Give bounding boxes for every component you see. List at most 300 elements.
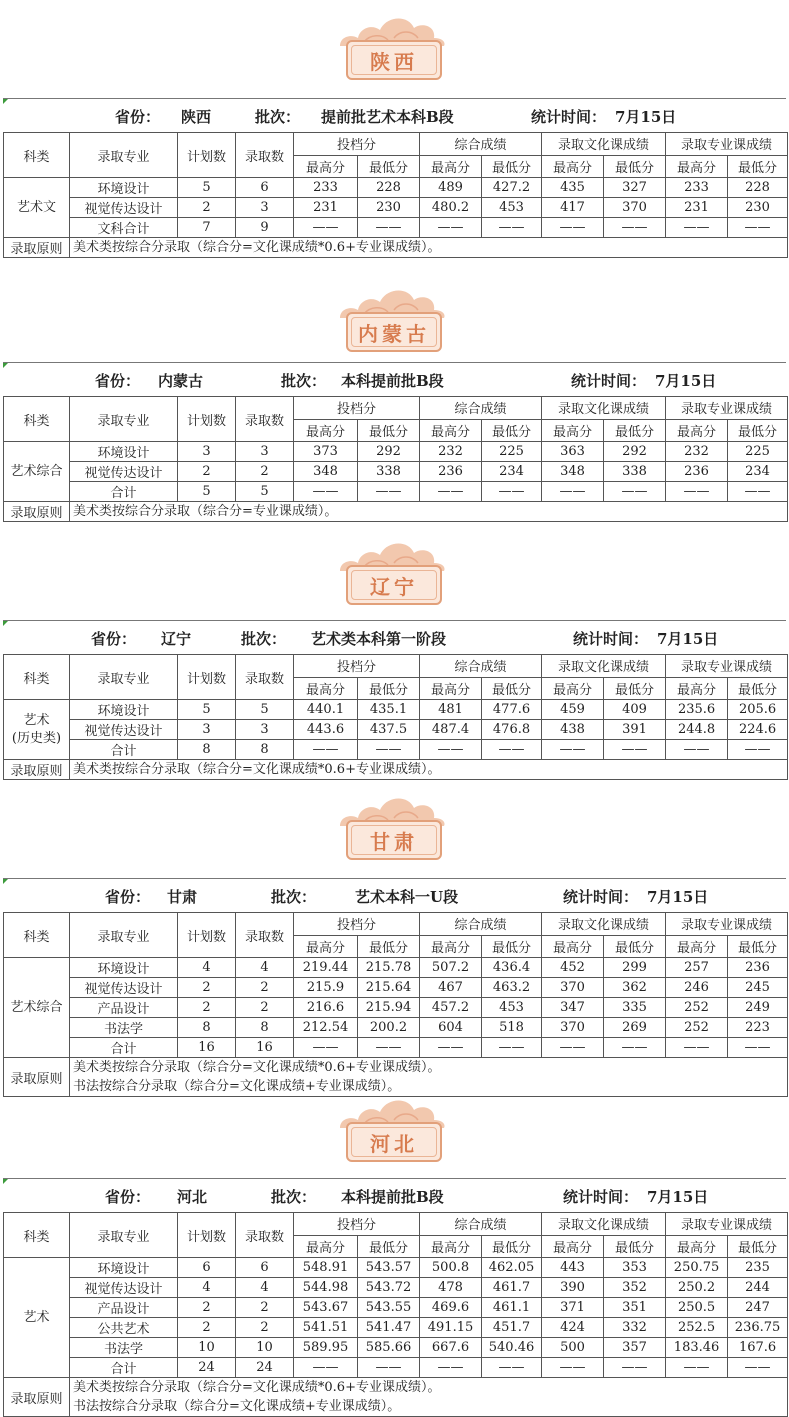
admit-cell: 16 [236,1038,294,1058]
score-cell: 370 [542,978,604,998]
score-cell: 348 [294,462,358,482]
admit-cell: 9 [236,218,294,238]
table-header-row [4,1213,788,1236]
category-cell: 艺术综合 [4,958,70,1058]
category-cell: 艺术综合 [4,442,70,502]
score-cell: 477.6 [482,700,542,720]
score-cell: 219.44 [294,958,358,978]
plan-cell: 5 [178,178,236,198]
header-major: 录取专业 [70,397,178,442]
score-cell: 427.2 [482,178,542,198]
score-cell: 453 [482,998,542,1018]
batch-label: 批次： [271,1188,317,1206]
score-cell: 233 [666,178,728,198]
plan-cell: 3 [178,442,236,462]
province-badge-label: 河北 [370,1131,418,1156]
score-cell: —— [420,740,482,760]
score-cell: —— [420,1038,482,1058]
header-max-score: 最高分 [542,935,604,958]
score-cell: 540.46 [482,1338,542,1358]
major-cell: 环境设计 [70,700,178,720]
table-row [4,1298,788,1318]
stat-time-value: 7月15日 [655,372,717,390]
header-plan-count: 计划数 [178,913,236,958]
header-min-score: 最低分 [604,419,666,442]
header-max-score: 最高分 [666,677,728,700]
plan-cell: 7 [178,218,236,238]
score-cell: 457.2 [420,998,482,1018]
rule-row [4,238,788,258]
header-min-score: 最低分 [358,935,420,958]
cell-corner-marker [3,99,8,104]
score-cell: 544.98 [294,1278,358,1298]
score-cell: 235 [728,1258,788,1278]
batch-label: 批次： [281,372,327,390]
score-cell: 469.6 [420,1298,482,1318]
score-cell: 438 [542,720,604,740]
batch-label: 批次： [241,630,287,648]
header-category: 科类 [4,913,70,958]
score-cell: 250.2 [666,1278,728,1298]
plan-cell: 6 [178,1258,236,1278]
province-badge-group [0,790,783,860]
score-cell: 507.2 [420,958,482,978]
score-cell: 362 [604,978,666,998]
score-cell: 452 [542,958,604,978]
score-cell: 478 [420,1278,482,1298]
header-plan-count: 计划数 [178,133,236,178]
score-cell: —— [666,218,728,238]
table-row [4,1318,788,1338]
rule-line: 书法按综合分录取（综合分=文化课成绩+专业课成绩）。 [73,1079,401,1094]
header-max-score: 最高分 [420,677,482,700]
major-cell: 合计 [70,1038,178,1058]
batch-value: 艺术类本科第一阶段 [311,630,447,648]
score-cell: 231 [294,198,358,218]
score-cell: 541.47 [358,1318,420,1338]
score-cell: 451.7 [482,1318,542,1338]
province-badge [346,820,442,860]
score-cell: 236 [420,462,482,482]
header-major: 录取专业 [70,1213,178,1258]
score-cell: 390 [542,1278,604,1298]
header-admit-count: 录取数 [236,655,294,700]
score-cell: 215.78 [358,958,420,978]
table-info-header [3,362,786,396]
province-badge-label: 陕西 [370,49,418,74]
major-cell: 书法学 [70,1338,178,1358]
table-header-row [4,133,788,156]
table-row [4,978,788,998]
header-max-score: 最高分 [294,419,358,442]
score-cell: 604 [420,1018,482,1038]
province-badge [346,312,442,352]
admit-cell: 2 [236,978,294,998]
major-cell: 环境设计 [70,958,178,978]
score-cell: 338 [358,462,420,482]
header-category: 科类 [4,655,70,700]
score-cell: 250.75 [666,1258,728,1278]
table-row [4,482,788,502]
table-row [4,442,788,462]
score-cell: 352 [604,1278,666,1298]
score-cell: 436.4 [482,958,542,978]
admit-cell: 2 [236,998,294,1018]
header-min-score: 最低分 [604,677,666,700]
score-cell: 236.75 [728,1318,788,1338]
header-min-score: 最低分 [358,155,420,178]
admit-cell: 10 [236,1338,294,1358]
score-cell: —— [666,482,728,502]
header-max-score: 最高分 [420,419,482,442]
score-cell: —— [604,1038,666,1058]
table-row [4,720,788,740]
score-cell: 363 [542,442,604,462]
header-culture-score: 录取文化课成绩 [542,655,666,678]
score-cell: —— [294,1358,358,1378]
score-cell: 467 [420,978,482,998]
score-cell: 228 [728,178,788,198]
admit-cell: 3 [236,442,294,462]
score-cell: 236 [728,958,788,978]
score-cell: 167.6 [728,1338,788,1358]
header-plan-count: 计划数 [178,655,236,700]
header-culture-score: 录取文化课成绩 [542,1213,666,1236]
table-header-row [4,397,788,420]
header-max-score: 最高分 [666,1235,728,1258]
major-cell: 合计 [70,482,178,502]
header-max-score: 最高分 [420,1235,482,1258]
score-cell: 244 [728,1278,788,1298]
header-max-score: 最高分 [294,155,358,178]
score-cell: 353 [604,1258,666,1278]
header-min-score: 最低分 [482,935,542,958]
score-cell: 424 [542,1318,604,1338]
stat-time-label: 统计时间： [571,372,647,390]
header-max-score: 最高分 [294,677,358,700]
score-cell: 335 [604,998,666,1018]
plan-cell: 2 [178,978,236,998]
major-cell: 环境设计 [70,178,178,198]
score-cell: 257 [666,958,728,978]
header-major-score: 录取专业课成绩 [666,655,788,678]
score-cell: —— [604,740,666,760]
header-min-score: 最低分 [482,677,542,700]
header-admit-count: 录取数 [236,133,294,178]
score-cell: 224.6 [728,720,788,740]
score-cell: 215.64 [358,978,420,998]
cell-corner-marker [3,1179,8,1184]
rule-row [4,1378,788,1417]
score-cell: 351 [604,1298,666,1318]
header-category: 科类 [4,133,70,178]
score-cell: 230 [728,198,788,218]
score-cell: 246 [666,978,728,998]
score-cell: —— [728,1038,788,1058]
header-min-score: 最低分 [358,419,420,442]
score-cell: 476.8 [482,720,542,740]
batch-value: 艺术本科一U段 [355,888,459,906]
header-max-score: 最高分 [666,155,728,178]
score-cell: 543.55 [358,1298,420,1318]
rule-label: 录取原则 [4,1058,70,1097]
category-cell: 艺术文 [4,178,70,238]
header-toudang-score: 投档分 [294,1213,420,1236]
table-info-header [3,878,786,912]
plan-cell: 2 [178,462,236,482]
plan-cell: 2 [178,1298,236,1318]
score-cell: 292 [358,442,420,462]
score-cell: 215.94 [358,998,420,1018]
major-cell: 公共艺术 [70,1318,178,1338]
score-cell: —— [482,1038,542,1058]
stat-time-label: 统计时间： [563,888,639,906]
score-cell: 463.2 [482,978,542,998]
table-row [4,178,788,198]
admit-cell: 2 [236,1298,294,1318]
score-cell: 480.2 [420,198,482,218]
score-cell: 250.5 [666,1298,728,1318]
admission-score-table [3,912,788,1097]
province-label: 省份： [105,1188,151,1206]
rule-line: 美术类按综合分录取（综合分=文化课成绩*0.6+专业课成绩）。 [73,1060,441,1075]
score-cell: —— [482,482,542,502]
table-row [4,198,788,218]
header-major-score: 录取专业课成绩 [666,913,788,936]
major-cell: 文科合计 [70,218,178,238]
stat-time-value: 7月15日 [615,108,677,126]
table-row [4,218,788,238]
score-cell: 391 [604,720,666,740]
score-cell: —— [294,1038,358,1058]
score-cell: 443.6 [294,720,358,740]
rule-text [70,502,788,522]
score-cell: 585.66 [358,1338,420,1358]
admit-cell: 8 [236,1018,294,1038]
score-cell: —— [294,740,358,760]
score-cell: 667.6 [420,1338,482,1358]
score-cell: —— [728,1358,788,1378]
header-toudang-score: 投档分 [294,913,420,936]
table-row [4,1338,788,1358]
province-value: 河北 [177,1188,208,1206]
province-badge [346,40,442,80]
score-cell: 244.8 [666,720,728,740]
province-label: 省份： [95,372,141,390]
score-cell: 236 [666,462,728,482]
rule-text [70,238,788,258]
score-cell: —— [358,218,420,238]
header-major: 录取专业 [70,133,178,178]
header-toudang-score: 投档分 [294,397,420,420]
rule-row [4,760,788,780]
score-cell: 453 [482,198,542,218]
score-cell: 481 [420,700,482,720]
plan-cell: 24 [178,1358,236,1378]
score-cell: 518 [482,1018,542,1038]
plan-cell: 16 [178,1038,236,1058]
plan-cell: 2 [178,998,236,1018]
header-major: 录取专业 [70,913,178,958]
plan-cell: 4 [178,1278,236,1298]
header-toudang-score: 投档分 [294,133,420,156]
stat-time-label: 统计时间： [531,108,607,126]
score-cell: 228 [358,178,420,198]
admit-cell: 4 [236,958,294,978]
score-cell: 234 [482,462,542,482]
score-cell: 338 [604,462,666,482]
header-major-score: 录取专业课成绩 [666,397,788,420]
score-cell: 543.67 [294,1298,358,1318]
score-cell: —— [294,482,358,502]
admission-score-table [3,132,788,258]
category-cell: 艺术 [4,1258,70,1378]
plan-cell: 3 [178,720,236,740]
table-row [4,1278,788,1298]
stat-time-value: 7月15日 [657,630,719,648]
admit-cell: 3 [236,720,294,740]
batch-label: 批次： [255,108,301,126]
score-cell: 541.51 [294,1318,358,1338]
batch-value: 本科提前批B段 [341,1188,444,1206]
rule-label: 录取原则 [4,502,70,522]
plan-cell: 8 [178,740,236,760]
rule-line: 美术类按综合分录取（综合分=文化课成绩*0.6+专业课成绩）。 [73,1380,441,1395]
rule-line: 书法按综合分录取（综合分=文化课成绩+专业课成绩）。 [73,1399,401,1414]
score-cell: 462.05 [482,1258,542,1278]
score-cell: 461.7 [482,1278,542,1298]
score-cell: 491.15 [420,1318,482,1338]
score-cell: 252 [666,1018,728,1038]
header-min-score: 最低分 [482,155,542,178]
province-badge [346,565,442,605]
header-min-score: 最低分 [728,935,788,958]
score-cell: —— [542,218,604,238]
score-cell: —— [666,1038,728,1058]
score-cell: 417 [542,198,604,218]
rule-row [4,502,788,522]
score-cell: —— [482,218,542,238]
score-cell: 223 [728,1018,788,1038]
score-cell: 231 [666,198,728,218]
admit-cell: 6 [236,178,294,198]
score-cell: 373 [294,442,358,462]
table-row [4,1038,788,1058]
score-cell: —— [666,740,728,760]
header-admit-count: 录取数 [236,397,294,442]
plan-cell: 2 [178,198,236,218]
major-cell: 视觉传达设计 [70,978,178,998]
header-max-score: 最高分 [542,419,604,442]
score-cell: 543.57 [358,1258,420,1278]
header-min-score: 最低分 [604,935,666,958]
score-cell: 500.8 [420,1258,482,1278]
header-min-score: 最低分 [358,1235,420,1258]
score-cell: 327 [604,178,666,198]
rule-line: 美术类按综合分录取（综合分=专业课成绩）。 [73,504,338,519]
score-cell: 500 [542,1338,604,1358]
major-cell: 视觉传达设计 [70,198,178,218]
score-cell: 269 [604,1018,666,1038]
score-cell: 245 [728,978,788,998]
header-culture-score: 录取文化课成绩 [542,133,666,156]
score-cell: 200.2 [358,1018,420,1038]
table-row [4,462,788,482]
header-max-score: 最高分 [542,155,604,178]
major-cell: 产品设计 [70,998,178,1018]
rule-label: 录取原则 [4,760,70,780]
score-cell: —— [420,1358,482,1378]
header-admit-count: 录取数 [236,1213,294,1258]
header-max-score: 最高分 [420,155,482,178]
header-composite-score: 综合成绩 [420,655,542,678]
header-max-score: 最高分 [666,935,728,958]
admit-cell: 2 [236,462,294,482]
major-cell: 环境设计 [70,442,178,462]
score-cell: 347 [542,998,604,1018]
header-max-score: 最高分 [542,677,604,700]
header-culture-score: 录取文化课成绩 [542,397,666,420]
score-cell: —— [420,482,482,502]
cell-corner-marker [3,363,8,368]
table-header-row [4,655,788,678]
province-value: 甘肃 [167,888,198,906]
admit-cell: 24 [236,1358,294,1378]
header-major-score: 录取专业课成绩 [666,1213,788,1236]
header-composite-score: 综合成绩 [420,1213,542,1236]
rule-line: 美术类按综合分录取（综合分=文化课成绩*0.6+专业课成绩）。 [73,762,441,777]
admit-cell: 6 [236,1258,294,1278]
score-cell: 348 [542,462,604,482]
score-cell: 461.1 [482,1298,542,1318]
score-cell: —— [420,218,482,238]
stat-time-label: 统计时间： [573,630,649,648]
stat-time-value: 7月15日 [647,1188,709,1206]
admit-cell: 5 [236,700,294,720]
header-min-score: 最低分 [482,1235,542,1258]
major-cell: 合计 [70,740,178,760]
category-cell: 艺术 (历史类) [4,700,70,760]
score-cell: 232 [666,442,728,462]
header-major: 录取专业 [70,655,178,700]
header-plan-count: 计划数 [178,397,236,442]
score-cell: 459 [542,700,604,720]
province-label: 省份： [91,630,137,648]
header-culture-score: 录取文化课成绩 [542,913,666,936]
score-cell: —— [728,482,788,502]
score-cell: 357 [604,1338,666,1358]
score-cell: 299 [604,958,666,978]
table-row [4,1358,788,1378]
province-value: 内蒙古 [158,372,204,390]
score-cell: —— [604,1358,666,1378]
header-min-score: 最低分 [728,677,788,700]
plan-cell: 10 [178,1338,236,1358]
score-cell: 252.5 [666,1318,728,1338]
score-cell: 548.91 [294,1258,358,1278]
plan-cell: 5 [178,700,236,720]
admit-cell: 4 [236,1278,294,1298]
province-badge-group [0,535,783,605]
batch-value: 本科提前批B段 [341,372,444,390]
score-cell: 252 [666,998,728,1018]
header-composite-score: 综合成绩 [420,913,542,936]
province-badge-group [0,1092,783,1162]
admit-cell: 3 [236,198,294,218]
province-label: 省份： [105,888,151,906]
score-cell: 230 [358,198,420,218]
header-composite-score: 综合成绩 [420,397,542,420]
